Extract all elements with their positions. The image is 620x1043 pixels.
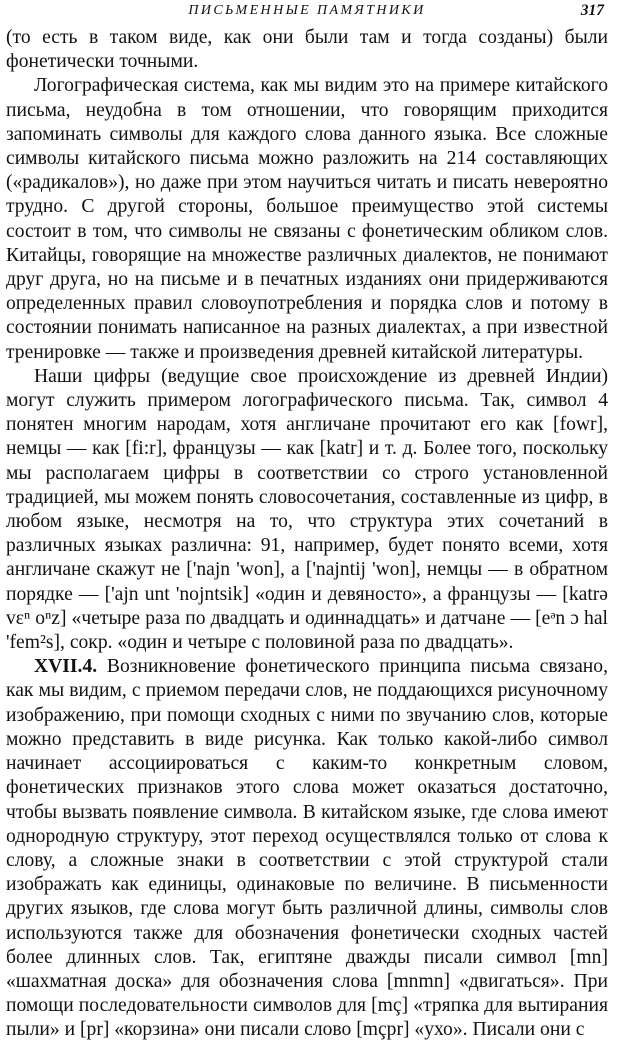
body-text <box>6 26 608 1043</box>
running-title: ПИСЬМЕННЫЕ ПАМЯТНИКИ <box>188 3 426 18</box>
paragraph-section-xvii-4 <box>6 655 608 1042</box>
paragraph-continuation: (то есть в таком виде, как они были там и тогда созданы) были фонетически точными. <box>6 27 608 73</box>
section-number: XVII.4. <box>34 656 98 678</box>
running-head <box>6 0 608 26</box>
page-number: 317 <box>580 2 604 19</box>
paragraph-numerals: Наши цифры (ведущие свое происхождение из древней Индии) могут служить примером логографического письма. Так, символ 4 понятен многим народам, хотя англичане прочитают его как [fowr], немцы — как [fi:r], французы — как [katr] и т. д. Более того, поскольку мы располагаем цифры в соответствии со строго установленной традицией, мы можем понять словосочетания, составленные из цифр, в любом языке, несмотря на то, что структура этих сочетаний в различных языках различна: 91, например, будет понято всеми, хотя англичане скажут не ['najn 'won], а ['najntij 'won], немцы — в обратном порядке — ['ajn unt 'nojntsik] «один и девяносто», а французы — [katrə vɛⁿ oⁿz] «четыре раза по двадцать и одиннадцать» и датчане — [eᵊn ɔ hal 'fem²s], сокр. «один и четыре с половиной раза по двадцать». <box>6 365 608 654</box>
section-text: Возникновение фонетического принципа письма связано, как мы видим, с приемом передачи слов, не поддающихся рисуночному изображению, при помощи сходных с ними по звучанию слов, которые можно представить в виде рисунка. Как только какой-либо символ начинает ассоциироваться с каким-то конкретным словом, фонетических признаков этого слова может оказаться достаточно, чтобы вызвать появление символа. В китайском языке, где слова имеют однородную структуру, этот переход осуществлялся только от слова к слову, а сложные знаки в соответствии с этой структурой стали изображать как единицы, одинаковые по величине. В письменности других языков, где слова могут быть различной длины, символы слов используются также для обозначения фонетически сходных частей более длинных слов. Так, египтяне дважды писали символ [mn] «шахматная доска» для обозначения слова [mnmn] «двигаться». При помощи последовательности символов для [mç] «тряпка для вытирания пыли» и [pr] «корзина» они писали слово [mçpr] «ухо». Писали они с <box>6 656 608 1041</box>
paragraph-logographic-system: Логографическая система, как мы видим это на примере китайского письма, неудобна в том отношении, что говорящим приходится запоминать символы для каждого слова данного языка. Все сложные символы китайского письма можно разложить на 214 составляющих («радикалов»), но даже при этом научиться читать и писать невероятно трудно. С другой стороны, большое преимущество этой системы состоит в том, что символы не связаны с фонетическим обликом слов. Китайцы, говорящие на множестве различных диалектов, не понимают друг друга, но на письме и в печатных изданиях они придерживаются определенных правил словоупотребления и порядка слов и потому в состоянии понимать написанное на разных диалектах, а при известной тренировке — также и произведения древней китайской литературы. <box>6 75 608 363</box>
